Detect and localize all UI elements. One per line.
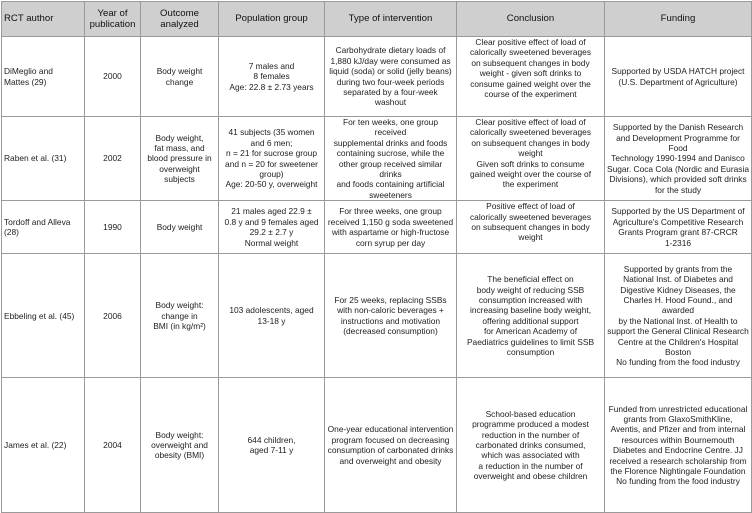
cell-year: 2004 xyxy=(85,378,141,513)
cell-conclusion: The beneficial effect on body weight of reducing SSB consumption increased with increasing baseline body weight, offering additional support for American Academy of Paediatrics guidelines to limit SSB consumption xyxy=(457,254,605,378)
header-author: RCT author xyxy=(2,2,85,37)
table-row xyxy=(2,254,752,378)
cell-author: DiMeglio and Mattes (29) xyxy=(2,37,85,117)
cell-funding: Supported by USDA HATCH project (U.S. Department of Agriculture) xyxy=(605,37,752,117)
header-outcome: Outcome analyzed xyxy=(141,2,219,37)
cell-intervention: For 25 weeks, replacing SSBs with non-caloric beverages + instructions and motivation (decreased consumption) xyxy=(325,254,457,378)
table-row xyxy=(2,117,752,201)
cell-conclusion: Clear positive effect of load of calorically sweetened beverages on subsequent changes in body weight Given soft drinks to consume gained weight over the course of the experiment xyxy=(457,117,605,201)
cell-population: 103 adolescents, aged 13-18 y xyxy=(219,254,325,378)
cell-intervention: One-year educational intervention program focused on decreasing consumption of carbonated drinks and overweight and obesity xyxy=(325,378,457,513)
header-conclusion: Conclusion xyxy=(457,2,605,37)
table-row xyxy=(2,201,752,254)
header-intervention: Type of intervention xyxy=(325,2,457,37)
cell-author: Raben et al. (31) xyxy=(2,117,85,201)
cell-outcome: Body weight change xyxy=(141,37,219,117)
rct-table xyxy=(1,1,752,513)
cell-outcome: Body weight, fat mass, and blood pressure in overweight subjects xyxy=(141,117,219,201)
cell-year: 2002 xyxy=(85,117,141,201)
cell-funding: Supported by the Danish Research and Development Programme for Food Technology 1990-1994 and Danisco Sugar. Coca Cola (Nordic and Eurasia Divisions), which provided soft drinks for the study xyxy=(605,117,752,201)
cell-population: 7 males and 8 females Age: 22.8 ± 2.73 years xyxy=(219,37,325,117)
cell-author: Ebbeling et al. (45) xyxy=(2,254,85,378)
cell-intervention: For ten weeks, one group received supplemental drinks and foods containing sucrose, while the other group received similar drinks and foods containing artificial sweeteners xyxy=(325,117,457,201)
cell-outcome: Body weight xyxy=(141,201,219,254)
cell-intervention: For three weeks, one group received 1,150 g soda sweetened with aspartame or high-fructose corn syrup per day xyxy=(325,201,457,254)
cell-author: Tordoff and Alleva (28) xyxy=(2,201,85,254)
cell-year: 2000 xyxy=(85,37,141,117)
header-funding: Funding xyxy=(605,2,752,37)
cell-conclusion: School-based education programme produced a modest reduction in the number of carbonated drinks consumed, which was associated with a reduction in the number of overweight and obese children xyxy=(457,378,605,513)
table-row xyxy=(2,37,752,117)
header-row xyxy=(2,2,752,37)
cell-population: 644 children, aged 7-11 y xyxy=(219,378,325,513)
cell-funding: Funded from unrestricted educational grants from GlaxoSmithKline, Aventis, and Pfizer and from internal resources within Bournemouth Diabetes and Endocrine Centre. JJ received a research scholarship from the Florence Nightingale Foundation No funding from the food industry xyxy=(605,378,752,513)
cell-funding: Supported by the US Department of Agriculture's Competitive Research Grants Program grant 87-CRCR 1-2316 xyxy=(605,201,752,254)
cell-year: 2006 xyxy=(85,254,141,378)
cell-outcome: Body weight: overweight and obesity (BMI) xyxy=(141,378,219,513)
header-year: Year of publication xyxy=(85,2,141,37)
cell-year: 1990 xyxy=(85,201,141,254)
cell-intervention: Carbohydrate dietary loads of 1,880 kJ/day were consumed as liquid (soda) or solid (jelly beans) during two four-week periods separated by a four-week washout xyxy=(325,37,457,117)
header-population: Population group xyxy=(219,2,325,37)
cell-author: James et al. (22) xyxy=(2,378,85,513)
cell-population: 41 subjects (35 women and 6 men; n = 21 for sucrose group and n = 20 for sweetener group) Age: 20-50 y, overweight xyxy=(219,117,325,201)
table-row xyxy=(2,378,752,513)
cell-conclusion: Positive effect of load of calorically sweetened beverages on subsequent changes in body weight xyxy=(457,201,605,254)
cell-conclusion: Clear positive effect of load of calorically sweetened beverages on subsequent changes in body weight - given soft drinks to consume gained weight over the course of the experiment xyxy=(457,37,605,117)
cell-population: 21 males aged 22.9 ± 0.8 y and 9 females aged 29.2 ± 2.7 y Normal weight xyxy=(219,201,325,254)
cell-outcome: Body weight: change in BMI (in kg/m²) xyxy=(141,254,219,378)
cell-funding: Supported by grants from the National Inst. of Diabetes and Digestive Kidney Diseases, the Charles H. Hood Found., and awarded by the National Inst. of Health to support the General Clinical Research Centre at the Children's Hospital Boston No funding from the food industry xyxy=(605,254,752,378)
